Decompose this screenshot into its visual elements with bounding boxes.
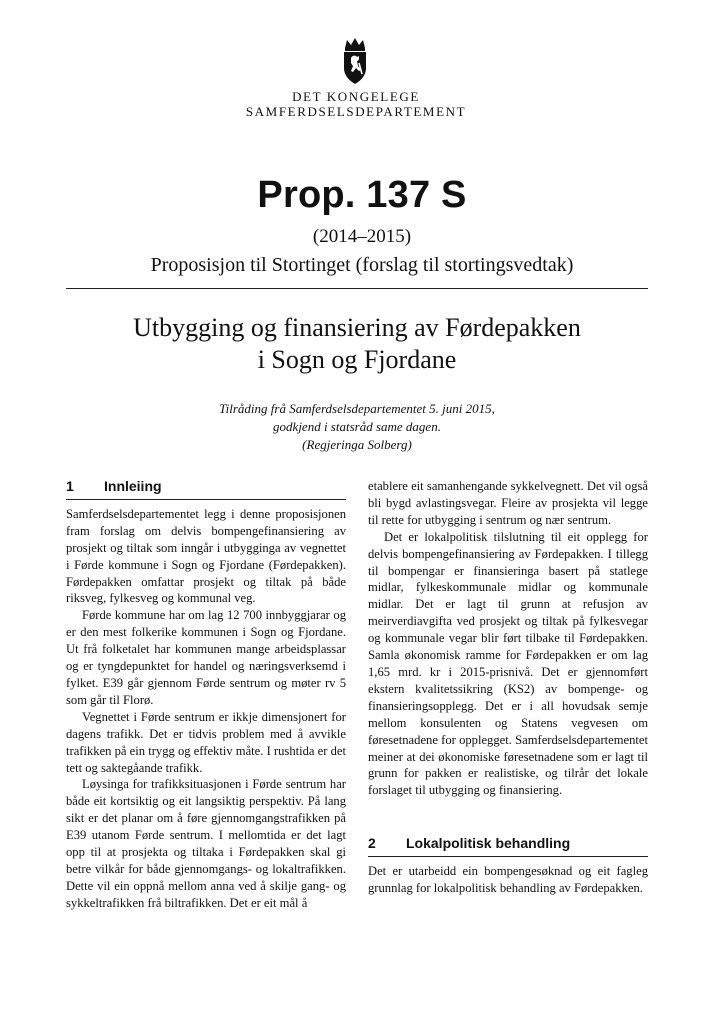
- main-title-line2: i Sogn og Fjordane: [257, 345, 457, 374]
- document-subtitle: Proposisjon til Stortinget (forslag til stortingsvedtak): [150, 254, 574, 276]
- section-title: Innleiing: [104, 478, 162, 494]
- section-number: 2: [368, 835, 376, 852]
- crest: [332, 36, 378, 86]
- paragraph: etablere eit samanhengande sykkelvegnett. Det vil også bli bygd avlastingsvegar. Fleire av prosjekta vil legge til rette for utbygging i sentrum og nær sentrum.: [368, 479, 648, 527]
- document-title: Prop. 137 S: [257, 174, 467, 216]
- approval-line1: Tilråding frå Samferdselsdepartementet 5. juni 2015,: [219, 401, 495, 416]
- norwegian-coat-of-arms-icon: [332, 36, 378, 86]
- paragraph: Det er utarbeidd ein bompengesøknad og eit fagleg grunnlag for lokalpolitisk behandling av Førdepakken.: [368, 864, 648, 896]
- ministry-name-line2: SAMFERDSELSDEPARTEMENT: [245, 104, 467, 119]
- right-column: [368, 478, 648, 897]
- ministry-name-line1: DET KONGELEGE: [292, 89, 420, 104]
- approval-note: [130, 400, 584, 454]
- section-heading-lokalpolitisk-behandling: [368, 835, 648, 857]
- title-divider: [66, 288, 648, 289]
- section-heading-innleiing: [66, 478, 346, 500]
- section-number: 1: [66, 478, 74, 494]
- document-years: (2014–2015): [312, 226, 412, 247]
- paragraph: Det er lokalpolitisk tilslutning til eit opplegg for delvis bompengefinansiering av Førdepakken. I tillegg til bompengar er finansieringa basert på statlege midlar, fylkeskommunale midlar og kommunale midlar. Det er lagt til grunn at refusjon av meirverdiavgifta ved prosjekt og tiltak på fylkesvegar og kommunale vegar blir ført tilbake til Førdepakken. Samla økonomisk ramme for Førdepakken er om lag 1,65 mrd. kr i 2015-prisnivå. Det er gjennomført ekstern kvalitetssikring (KS2) av bompenge- og finansieringsopplegg. Det er i all hovudsak semje mellom konsulenten og Statens vegvesen om føresetnadene for opplegget. Samferdselsdepartementet meiner at dei økonomiske føresetnadene som er lagt til grunn for pakken er realistiske, og tilrår det lokale forslaget til utbygging og finansiering.: [368, 529, 648, 798]
- paragraph: Førde kommune har om lag 12 700 innbyggjarar og er den mest folkerike kommunen i Sogn og Fjordane. Ut frå folketalet har kommunen mange arbeidsplassar og er tyngdepunktet for handel og næringsverksemd i fylket. E39 går gjennom Førde sentrum og møter rv 5 som går til Florø.: [66, 608, 346, 707]
- approval-line2: godkjend i statsråd same dagen.: [273, 419, 441, 434]
- left-column: [66, 478, 346, 912]
- paragraph: Samferdselsdepartementet legg i denne proposisjonen fram forslag om delvis bompengefinansiering av prosjekt og tiltak som inngår i utbygginga av vegnettet i Førde kommune i Sogn og Fjordane (Førdepakken). Førdepakken omfattar prosjekt og tiltak på både riksveg, fylkesveg og kommunal veg.: [66, 506, 346, 606]
- paragraph: Vegnettet i Førde sentrum er ikkje dimensjonert for dagens trafikk. Det er tidvis problem med å avvikle trafikken på ein trygg og effektiv måte. I rushtida er det tett og saktegåande trafikk.: [66, 709, 346, 775]
- paragraph: Løysinga for trafikksituasjonen i Førde sentrum har både eit kortsiktig og eit langsiktig perspektiv. På lang sikt er det planar om å føre gjennomgangstrafikken på E39 utanom Førde sentrum. I mellomtida er det lagt opp til at prosjekta og tiltaka i Førdepakken skal gi betre vilkår for både gjennomgangs- og lokaltrafikken. Dette vil ein oppnå mellom anna ved å skilje gang- og sykkeltrafikken frå biltrafikken. Det er eit mål å: [66, 777, 346, 910]
- section-title: Lokalpolitisk behandling: [406, 835, 571, 852]
- approval-line3: (Regjeringa Solberg): [302, 437, 412, 452]
- main-title-line1: Utbygging og finansiering av Førdepakken: [133, 313, 581, 342]
